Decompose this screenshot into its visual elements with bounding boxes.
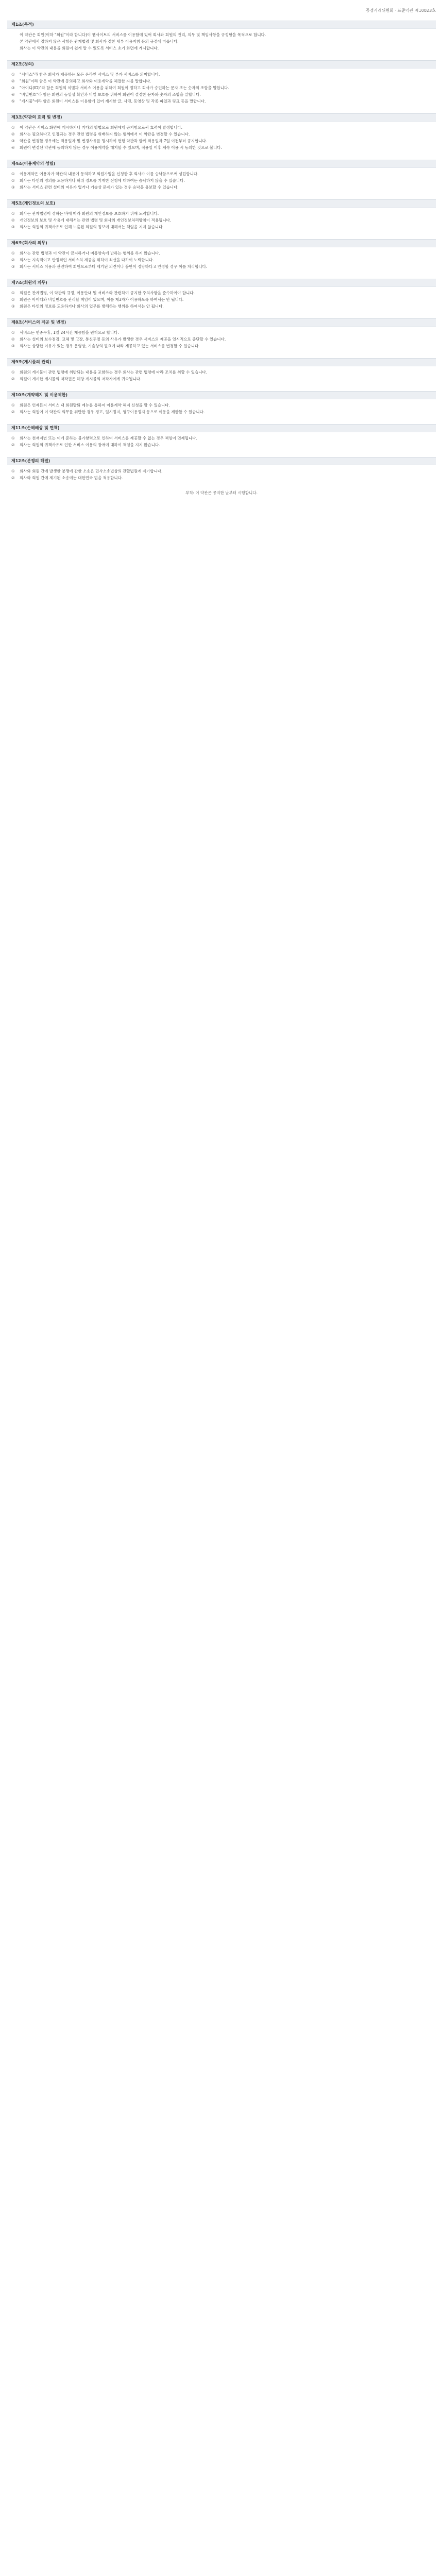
clause-text: 회사는 관련 법령과 이 약관이 금지하거나 미풍양속에 반하는 행위를 하지 않습니다. [20,251,160,256]
clause-text: 회사는 관계법령이 정하는 바에 따라 회원의 개인정보를 보호하기 위해 노력합니다. [20,211,159,216]
clause-number: ② [11,410,15,414]
section-body [7,122,436,154]
clause-number: ② [11,443,15,447]
section-body [7,168,436,193]
clause-text: 약관을 변경할 경우에는 적용일자 및 변경사유를 명시하여 현행 약관과 함께 적용일자 7일 이전부터 공지합니다. [20,139,208,143]
section-title: 제8조(서비스의 제공 및 변경) [7,318,436,327]
clause-text: "비밀번호"라 함은 회원의 동일성 확인과 비밀 보호를 위하여 회원이 설정한 문자와 숫자의 조합을 말합니다. [20,92,201,97]
terms-section [7,239,436,273]
clause-item [11,435,432,441]
section-title: 제7조(회원의 의무) [7,279,436,287]
clause-number: ③ [11,225,15,229]
page-footer: 부칙: 이 약관은 공지한 날부터 시행합니다. [185,490,258,495]
section-body [7,247,436,273]
clause-text: 회사는 회원의 귀책사유로 인한 서비스 이용의 장애에 대하여 책임을 지지 않습니다. [20,443,160,447]
clause-text: 회사는 상당한 이유가 있는 경우 운영상, 기술상의 필요에 따라 제공하고 있는 서비스를 변경할 수 있습니다. [20,344,200,348]
clause-number: ① [11,469,15,473]
clause-text: 회사는 회원이 이 약관의 의무를 위반한 경우 경고, 일시정지, 영구이용정지 등으로 이용을 제한할 수 있습니다. [20,410,205,414]
clause-text: 이 약관은 서비스 화면에 게시하거나 기타의 방법으로 회원에게 공지함으로써 효력이 발생합니다. [20,125,183,130]
clause-number: ③ [11,185,15,190]
clause-text: 이용계약은 이용자가 약관의 내용에 동의하고 회원가입을 신청한 후 회사가 이를 승낙함으로써 성립합니다. [20,172,199,176]
clause-number [11,32,20,38]
terms-section [7,279,436,312]
clause-text: 회사는 서비스 이용과 관련하여 회원으로부터 제기된 의견이나 불만이 정당하다고 인정할 경우 이를 처리합니다. [20,264,208,269]
terms-section [7,318,436,352]
clause-number: ① [11,370,15,375]
terms-section [7,199,436,233]
clause-number: ① [11,125,15,130]
clause-number: ③ [11,304,15,309]
section-body [7,327,436,352]
clause-item [11,138,432,144]
section-title: 제12조(분쟁의 해결) [7,457,436,465]
clause-number: ② [11,132,15,137]
clause-number: ① [11,330,15,335]
clause-text: 이 약관은 회원(이하 "회원"이라 합니다)이 웹사이트의 서비스를 이용함에 있어 회사와 회원의 권리, 의무 및 책임사항을 규정함을 목적으로 합니다. [20,32,266,37]
terms-section [7,457,436,484]
terms-section [7,113,436,154]
clause-item [11,369,432,375]
section-body [7,208,436,233]
clause-item [11,343,432,349]
clause-number: ① [11,211,15,216]
clause-item [11,330,432,335]
clause-number: ② [11,377,15,381]
section-title: 제4조(이용계약의 성립) [7,160,436,168]
clause-number [11,39,20,44]
clause-item [11,376,432,382]
clause-item [11,178,432,183]
terms-section [7,160,436,193]
clause-text: 회사는 타인의 명의를 도용하거나 허위 정보를 기재한 신청에 대하여는 승낙하지 않을 수 있습니다. [20,178,185,183]
clause-item [11,297,432,302]
clause-number: ② [11,297,15,302]
terms-page [0,0,443,496]
clause-text: 회사는 서비스 관련 설비의 여유가 없거나 기술상 문제가 있는 경우 승낙을 유보할 수 있습니다. [20,185,179,190]
clause-item [11,475,432,481]
clause-number: ② [11,476,15,480]
clause-item [11,92,432,97]
page-header [7,0,436,21]
clause-text: 회사는 설비의 보수점검, 교체 및 고장, 통신두절 등의 사유가 발생한 경우 서비스의 제공을 일시적으로 중단할 수 있습니다. [20,337,226,342]
clause-item [11,303,432,309]
breadcrumb: 공정거래위원회 · 표준약관 제10023호 [365,8,436,13]
clause-item [11,45,432,51]
section-body [7,29,436,54]
section-title: 제6조(회사의 의무) [7,239,436,247]
clause-item [11,250,432,256]
clause-item [11,72,432,77]
clause-text: 회원은 언제든지 서비스 내 회원탈퇴 메뉴를 통하여 이용계약 해지 신청을 할 수 있습니다. [20,403,170,408]
terms-section [7,391,436,418]
clause-text: 회사는 회원의 귀책사유로 인해 노출된 회원의 정보에 대해서는 책임을 지지 않습니다. [20,225,164,229]
terms-section [7,358,436,385]
clause-number: ② [11,337,15,342]
clause-number: ② [11,258,15,262]
clause-text: 회사와 회원 간에 제기된 소송에는 대한민국 법을 적용합니다. [20,476,123,480]
terms-section [7,60,436,107]
clause-number: ③ [11,139,15,143]
section-body [7,287,436,312]
clause-item [11,98,432,104]
clause-item [11,402,432,408]
clause-number: ③ [11,264,15,269]
clause-text: 회원은 아이디와 비밀번호를 관리할 책임이 있으며, 이를 제3자가 이용하도록 하여서는 안 됩니다. [20,297,184,302]
section-body [7,432,436,451]
terms-sections [7,21,436,484]
terms-section [7,21,436,54]
clause-item [11,211,432,216]
clause-number: ① [11,291,15,295]
clause-text: 본 약관에서 정하지 않은 사항은 관계법령 및 회사가 정한 세부 이용지침 등의 규정에 따릅니다. [20,39,179,44]
clause-number: ① [11,436,15,440]
clause-text: 회원은 관계법령, 이 약관의 규정, 이용안내 및 서비스와 관련하여 공지한 주의사항을 준수하여야 합니다. [20,291,195,295]
clause-number: ① [11,251,15,256]
clause-text: 회원은 타인의 정보를 도용하거나 회사의 업무를 방해하는 행위를 하여서는 안 됩니다. [20,304,164,309]
clause-text: "서비스"라 함은 회사가 제공하는 모든 온라인 서비스 및 부가 서비스를 의미합니다. [20,72,160,77]
section-body [7,465,436,484]
clause-number [11,45,20,51]
clause-item [11,409,432,415]
clause-item [11,224,432,230]
clause-item [11,336,432,342]
clause-text: 회원의 게시물이 관련 법령에 위반되는 내용을 포함하는 경우 회사는 관련 법령에 따라 조치를 취할 수 있습니다. [20,370,208,375]
section-body [7,366,436,385]
section-title: 제1조(목적) [7,21,436,29]
clause-number: ① [11,403,15,408]
clause-text: 서비스는 연중무휴, 1일 24시간 제공함을 원칙으로 합니다. [20,330,119,335]
section-title: 제5조(개인정보의 보호) [7,199,436,208]
section-title: 제10조(계약해지 및 이용제한) [7,391,436,399]
clause-number: ④ [11,145,15,150]
clause-number: ③ [11,344,15,348]
section-title: 제3조(약관의 효력 및 변경) [7,113,436,122]
clause-item [11,131,432,137]
clause-item [11,468,432,474]
clause-text: 회사는 필요하다고 인정되는 경우 관련 법령을 위배하지 않는 범위에서 이 약관을 변경할 수 있습니다. [20,132,190,137]
clause-item [11,264,432,269]
clause-text: "회원"이라 함은 이 약관에 동의하고 회사와 이용계약을 체결한 자를 말합니다. [20,79,151,83]
clause-text: 회원이 변경된 약관에 동의하지 않는 경우 이용계약을 해지할 수 있으며, 적용일 이후 계속 이용 시 동의한 것으로 봅니다. [20,145,223,150]
clause-number: ⑤ [11,99,15,104]
clause-number: ④ [11,92,15,97]
clause-item [11,78,432,84]
clause-text: "아이디(ID)"라 함은 회원의 식별과 서비스 이용을 위하여 회원이 정하고 회사가 승인하는 문자 또는 숫자의 조합을 말합니다. [20,86,229,90]
clause-item [11,32,432,38]
clause-item [11,39,432,44]
clause-text: "게시물"이라 함은 회원이 서비스를 이용함에 있어 게시한 글, 사진, 동영상 및 각종 파일과 링크 등을 말합니다. [20,99,206,104]
clause-number: ③ [11,86,15,90]
clause-item [11,125,432,130]
section-title: 제11조(손해배상 및 면책) [7,424,436,432]
clause-number: ② [11,178,15,183]
section-body [7,399,436,418]
clause-number: ① [11,72,15,77]
clause-item [11,217,432,223]
clause-text: 회원이 게시한 게시물의 저작권은 해당 게시물의 저작자에게 귀속됩니다. [20,377,142,381]
clause-item [11,85,432,91]
clause-text: 회사와 회원 간에 발생한 분쟁에 관한 소송은 민사소송법상의 관할법원에 제기합니다. [20,469,163,473]
clause-item [11,184,432,190]
clause-text: 회사는 이 약관의 내용을 회원이 쉽게 알 수 있도록 서비스 초기 화면에 게시합니다. [20,46,159,50]
clause-number: ② [11,79,15,83]
clause-item [11,145,432,150]
clause-number: ② [11,218,15,223]
clause-text: 개인정보의 보호 및 사용에 대해서는 관련 법령 및 회사의 개인정보처리방침이 적용됩니다. [20,218,172,223]
clause-text: 회사는 천재지변 또는 이에 준하는 불가항력으로 인하여 서비스를 제공할 수 없는 경우 책임이 면제됩니다. [20,436,197,440]
clause-item [11,290,432,296]
section-title: 제9조(게시물의 관리) [7,358,436,366]
clause-text: 회사는 지속적이고 안정적인 서비스의 제공을 위하여 최선을 다하여 노력합니다. [20,258,154,262]
clause-item [11,257,432,263]
clause-number: ① [11,172,15,176]
clause-item [11,171,432,177]
clause-item [11,442,432,448]
terms-section [7,424,436,451]
section-title: 제2조(정의) [7,60,436,69]
section-body [7,69,436,107]
